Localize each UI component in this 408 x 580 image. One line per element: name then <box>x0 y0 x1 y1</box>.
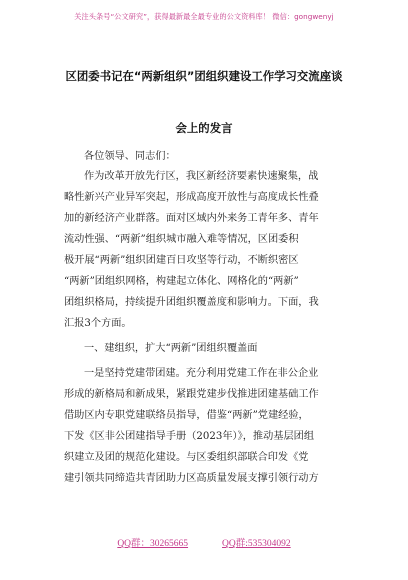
document-title-line-2: 会上的发言 <box>175 121 233 135</box>
paragraph-1-line-1: 作为改革开放先行区，我区新经济要素快速聚集，战 <box>84 171 319 182</box>
footer-qq-group-2[interactable]: QQ群:535304092 <box>222 539 291 549</box>
paragraph-1-line-2: 略性新兴产业异军突起，形成高度开放性与高度成长性叠 <box>64 192 319 203</box>
paragraph-1-line-8: 汇报3个方面。 <box>64 318 132 329</box>
section-heading-1: 一、建组织，扩大“两新”团组织覆盖面 <box>84 343 258 354</box>
paragraph-2-line-5: 织建立及团的规范化建设。与区委组织部联合印发《党 <box>64 452 309 463</box>
paragraph-2-line-2: 形成的新格局和新成果，紧跟党建步伐推进团建基础工作 <box>64 389 319 400</box>
salutation: 各位领导、同志们： <box>84 151 176 162</box>
document-title-line-1: 区团委书记在“两新组织”团组织建设工作学习交流座谈 <box>65 69 343 83</box>
footer-qq-group-1[interactable]: QQ群：30265665 <box>117 539 189 549</box>
banner-text: 关注头条号“公文研究”，获得最新最全最专业的公文资料库！ 微信：gongwenyj <box>74 12 334 21</box>
footer <box>0 530 408 554</box>
paragraph-2-line-4: 下发《区非公团建指导手册（2023年）》，推动基层团组 <box>64 431 315 442</box>
top-banner <box>0 0 408 34</box>
paragraph-1-line-7: 团组织格局，持续提升团组织覆盖度和影响力。下面，我 <box>64 297 319 308</box>
paragraph-2-line-6: 建引领共同缔造共青团助力区高质量发展支撑引领行动方 <box>64 473 319 484</box>
paragraph-2-line-3: 借助区内专职党建联络员指导，借鉴“两新”党建经验， <box>64 410 309 421</box>
paragraph-2-line-1: 一是坚持党建带团建。充分利用党建工作在非公企业 <box>84 368 319 379</box>
paragraph-1-line-6: “两新”团组织网格，构建起立体化、网格化的“两新” <box>64 276 299 287</box>
paragraph-1-line-4: 流动性强、“两新”组织城市融入难等情况，区团委积 <box>64 234 299 245</box>
paragraph-1-line-3: 加的新经济产业群落。面对区域内外来务工青年多、青年 <box>64 213 319 224</box>
paragraph-1-line-5: 极开展“两新”组织团建百日攻坚等行动，不断织密区 <box>64 255 299 266</box>
